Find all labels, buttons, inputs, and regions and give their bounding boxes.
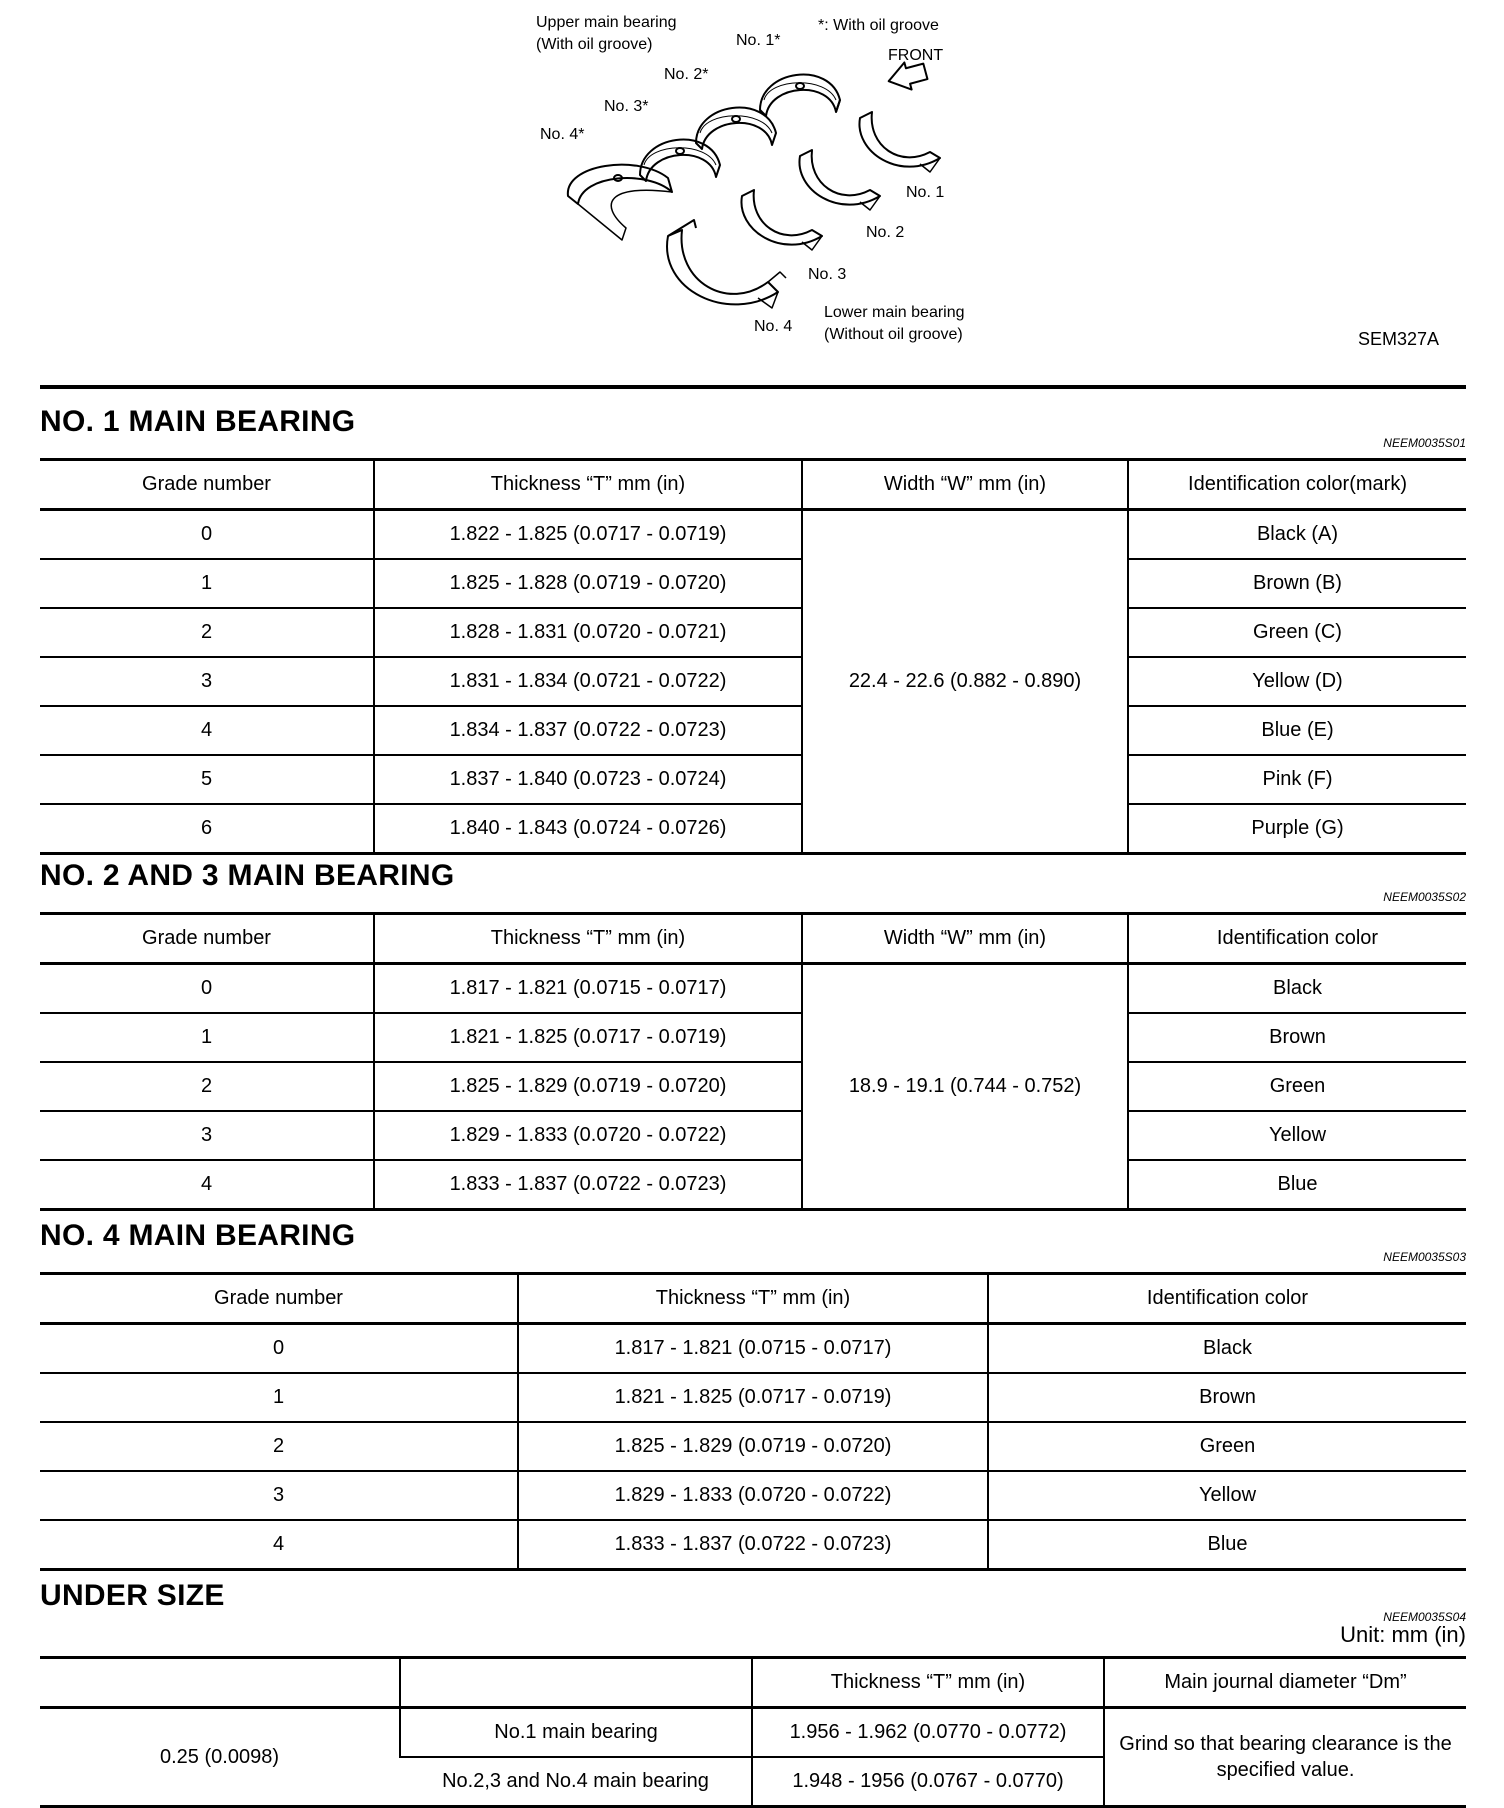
no1-section-title: NO. 1 MAIN BEARING <box>40 405 356 438</box>
thickness-cell: 1.956 - 1.962 (0.0770 - 0.0772) <box>752 1708 1104 1758</box>
lower-no3-label: No. 3 <box>808 266 847 283</box>
lower-bearing-label-line2: (Without oil groove) <box>824 326 963 343</box>
thickness-cell: 1.834 - 1.837 (0.0722 - 0.0723) <box>374 706 802 755</box>
no4-section-title: NO. 4 MAIN BEARING <box>40 1219 356 1252</box>
upper-bearing-label-line2: (With oil groove) <box>536 36 653 53</box>
width-cell: 22.4 - 22.6 (0.882 - 0.890) <box>802 510 1128 854</box>
lower-bearing-no3-shape <box>741 190 822 250</box>
thickness-cell: 1.840 - 1.843 (0.0724 - 0.0726) <box>374 804 802 854</box>
grade-cell: 3 <box>200 670 213 692</box>
upper-bearing-no4-shape <box>568 165 672 240</box>
table-header-row <box>40 914 1466 964</box>
color-cell: Pink (F) <box>1128 755 1466 804</box>
table-row <box>40 1373 1466 1422</box>
thickness-cell: 1.829 - 1.833 (0.0720 - 0.0722) <box>518 1471 988 1520</box>
table-header-row <box>40 1274 1466 1324</box>
bearing-cell: No.1 main bearing <box>400 1708 752 1758</box>
no1-bearing-table <box>40 458 1466 855</box>
color-cell: Brown (B) <box>1128 559 1466 608</box>
grade-cell: 2 <box>272 1435 285 1457</box>
table-row <box>40 964 1466 1014</box>
section-divider <box>40 385 1466 389</box>
grade-cell: 1 <box>200 572 213 594</box>
lower-bearing-no2-shape <box>799 150 880 210</box>
table-header-row <box>40 460 1466 510</box>
figure-code: SEM327A <box>1358 329 1440 349</box>
color-cell: Blue (E) <box>1128 706 1466 755</box>
table-header-row <box>40 1658 1466 1708</box>
bearing-illustration <box>40 0 1466 370</box>
thickness-cell: 1.825 - 1.828 (0.0719 - 0.0720) <box>374 559 802 608</box>
color-cell: Blue <box>1128 1160 1466 1210</box>
grade-cell: 5 <box>200 768 213 790</box>
color-cell: Black <box>988 1324 1466 1374</box>
upper-no2-label: No. 2* <box>664 66 709 83</box>
table-row <box>40 1471 1466 1520</box>
grade-cell: 0 <box>272 1337 285 1359</box>
table-row <box>40 559 1466 608</box>
table-row <box>40 1062 1466 1111</box>
grade-cell: 4 <box>200 1173 213 1195</box>
grade-cell: 4 <box>272 1533 285 1555</box>
grade-cell: 0 <box>200 523 213 545</box>
lower-no4-label: No. 4 <box>754 318 793 335</box>
upper-bearing-no2-shape <box>696 108 776 149</box>
thickness-cell: 1.948 - 1956 (0.0767 - 0.0770) <box>752 1757 1104 1807</box>
grade-cell: 2 <box>200 1075 213 1097</box>
upper-no4-label: No. 4* <box>540 126 585 143</box>
thickness-cell: 1.828 - 1.831 (0.0720 - 0.0721) <box>374 608 802 657</box>
header-color: Identification color <box>988 1274 1466 1324</box>
thickness-cell: 1.825 - 1.829 (0.0719 - 0.0720) <box>374 1062 802 1111</box>
table-row <box>40 755 1466 804</box>
color-cell: Brown <box>1128 1013 1466 1062</box>
table-row <box>40 1708 1466 1758</box>
header-thickness: Thickness “T” mm (in) <box>518 1274 988 1324</box>
table-row <box>40 657 1466 706</box>
upper-no1-label: No. 1* <box>736 32 781 49</box>
header-width: Width “W” mm (in) <box>802 460 1128 510</box>
grade-cell: 0 <box>200 977 213 999</box>
header-grade: Grade number <box>142 927 271 949</box>
lower-no2-label: No. 2 <box>866 224 905 241</box>
no23-ref-code: NEEM0035S02 <box>1383 890 1466 904</box>
table-row <box>40 1111 1466 1160</box>
color-cell: Yellow <box>988 1471 1466 1520</box>
header-blank-size <box>40 1658 400 1708</box>
bearing-cell: No.2,3 and No.4 main bearing <box>442 1770 709 1792</box>
table-row <box>40 510 1466 560</box>
table-row <box>40 1013 1466 1062</box>
front-label: FRONT <box>888 47 944 64</box>
grade-cell: 1 <box>200 1026 213 1048</box>
thickness-cell: 1.829 - 1.833 (0.0720 - 0.0722) <box>374 1111 802 1160</box>
header-color: Identification color <box>1128 914 1466 964</box>
color-cell: Yellow (D) <box>1128 657 1466 706</box>
table-row <box>40 804 1466 854</box>
header-grade: Grade number <box>214 1287 343 1309</box>
color-cell: Green <box>988 1422 1466 1471</box>
thickness-cell: 1.833 - 1.837 (0.0722 - 0.0723) <box>518 1520 988 1570</box>
thickness-cell: 1.831 - 1.834 (0.0721 - 0.0722) <box>374 657 802 706</box>
upper-bearing-no3-shape <box>640 140 720 181</box>
no1-ref-code: NEEM0035S01 <box>1383 436 1466 450</box>
table-row <box>40 1422 1466 1471</box>
grade-cell: 3 <box>200 1124 213 1146</box>
grade-cell: 1 <box>272 1386 285 1408</box>
lower-bearing-no4-shape <box>667 220 786 308</box>
grade-cell: 3 <box>272 1484 285 1506</box>
under-size-value-cell: 0.25 (0.0098) <box>160 1745 279 1768</box>
header-grade: Grade number <box>142 473 271 495</box>
diameter-note-cell: Grind so that bearing clearance is the specified value. <box>1104 1708 1466 1807</box>
under-size-section-title: UNDER SIZE <box>40 1579 225 1612</box>
thickness-cell: 1.825 - 1.829 (0.0719 - 0.0720) <box>518 1422 988 1471</box>
table-row <box>40 1324 1466 1374</box>
header-color: Identification color(mark) <box>1128 460 1466 510</box>
header-width: Width “W” mm (in) <box>802 914 1128 964</box>
thickness-cell: 1.822 - 1.825 (0.0717 - 0.0719) <box>374 510 802 560</box>
color-cell: Yellow <box>1128 1111 1466 1160</box>
thickness-cell: 1.821 - 1.825 (0.0717 - 0.0719) <box>518 1373 988 1422</box>
thickness-cell: 1.817 - 1.821 (0.0715 - 0.0717) <box>518 1324 988 1374</box>
upper-bearing-label-line1: Upper main bearing <box>536 14 677 31</box>
lower-bearing-label-line1: Lower main bearing <box>824 304 965 321</box>
color-cell: Purple (G) <box>1128 804 1466 854</box>
oil-groove-note: *: With oil groove <box>818 17 939 34</box>
unit-label: Unit: mm (in) <box>1340 1622 1466 1647</box>
no23-section-title: NO. 2 AND 3 MAIN BEARING <box>40 859 455 892</box>
color-cell: Black <box>1128 964 1466 1014</box>
header-thickness: Thickness “T” mm (in) <box>374 460 802 510</box>
color-cell: Green (C) <box>1128 608 1466 657</box>
color-cell: Blue <box>988 1520 1466 1570</box>
bearing-diagram <box>40 0 1466 370</box>
no4-bearing-table <box>40 1272 1466 1571</box>
no23-bearing-table <box>40 912 1466 1211</box>
header-thickness: Thickness “T” mm (in) <box>752 1658 1104 1708</box>
lower-no1-label: No. 1 <box>906 184 945 201</box>
under-size-ref-code: NEEM0035S04 <box>1383 1610 1466 1624</box>
thickness-cell: 1.833 - 1.837 (0.0722 - 0.0723) <box>374 1160 802 1210</box>
thickness-cell: 1.817 - 1.821 (0.0715 - 0.0717) <box>374 964 802 1014</box>
color-cell: Black (A) <box>1128 510 1466 560</box>
no4-ref-code: NEEM0035S03 <box>1383 1250 1466 1264</box>
table-row <box>40 1520 1466 1570</box>
under-size-table <box>40 1656 1466 1808</box>
table-row <box>40 608 1466 657</box>
grade-cell: 2 <box>200 621 213 643</box>
color-cell: Green <box>1128 1062 1466 1111</box>
thickness-cell: 1.821 - 1.825 (0.0717 - 0.0719) <box>374 1013 802 1062</box>
table-row <box>40 1160 1466 1210</box>
grade-cell: 4 <box>200 719 213 741</box>
upper-bearing-no1-shape <box>760 75 840 116</box>
table-row <box>40 706 1466 755</box>
color-cell: Brown <box>988 1373 1466 1422</box>
grade-cell: 6 <box>200 817 213 839</box>
upper-no3-label: No. 3* <box>604 98 649 115</box>
header-thickness: Thickness “T” mm (in) <box>374 914 802 964</box>
header-blank-bearing <box>400 1658 752 1708</box>
width-cell: 18.9 - 19.1 (0.744 - 0.752) <box>802 964 1128 1210</box>
thickness-cell: 1.837 - 1.840 (0.0723 - 0.0724) <box>374 755 802 804</box>
header-journal-diameter: Main journal diameter “Dm” <box>1104 1658 1466 1708</box>
lower-bearing-no1-shape <box>859 112 940 172</box>
